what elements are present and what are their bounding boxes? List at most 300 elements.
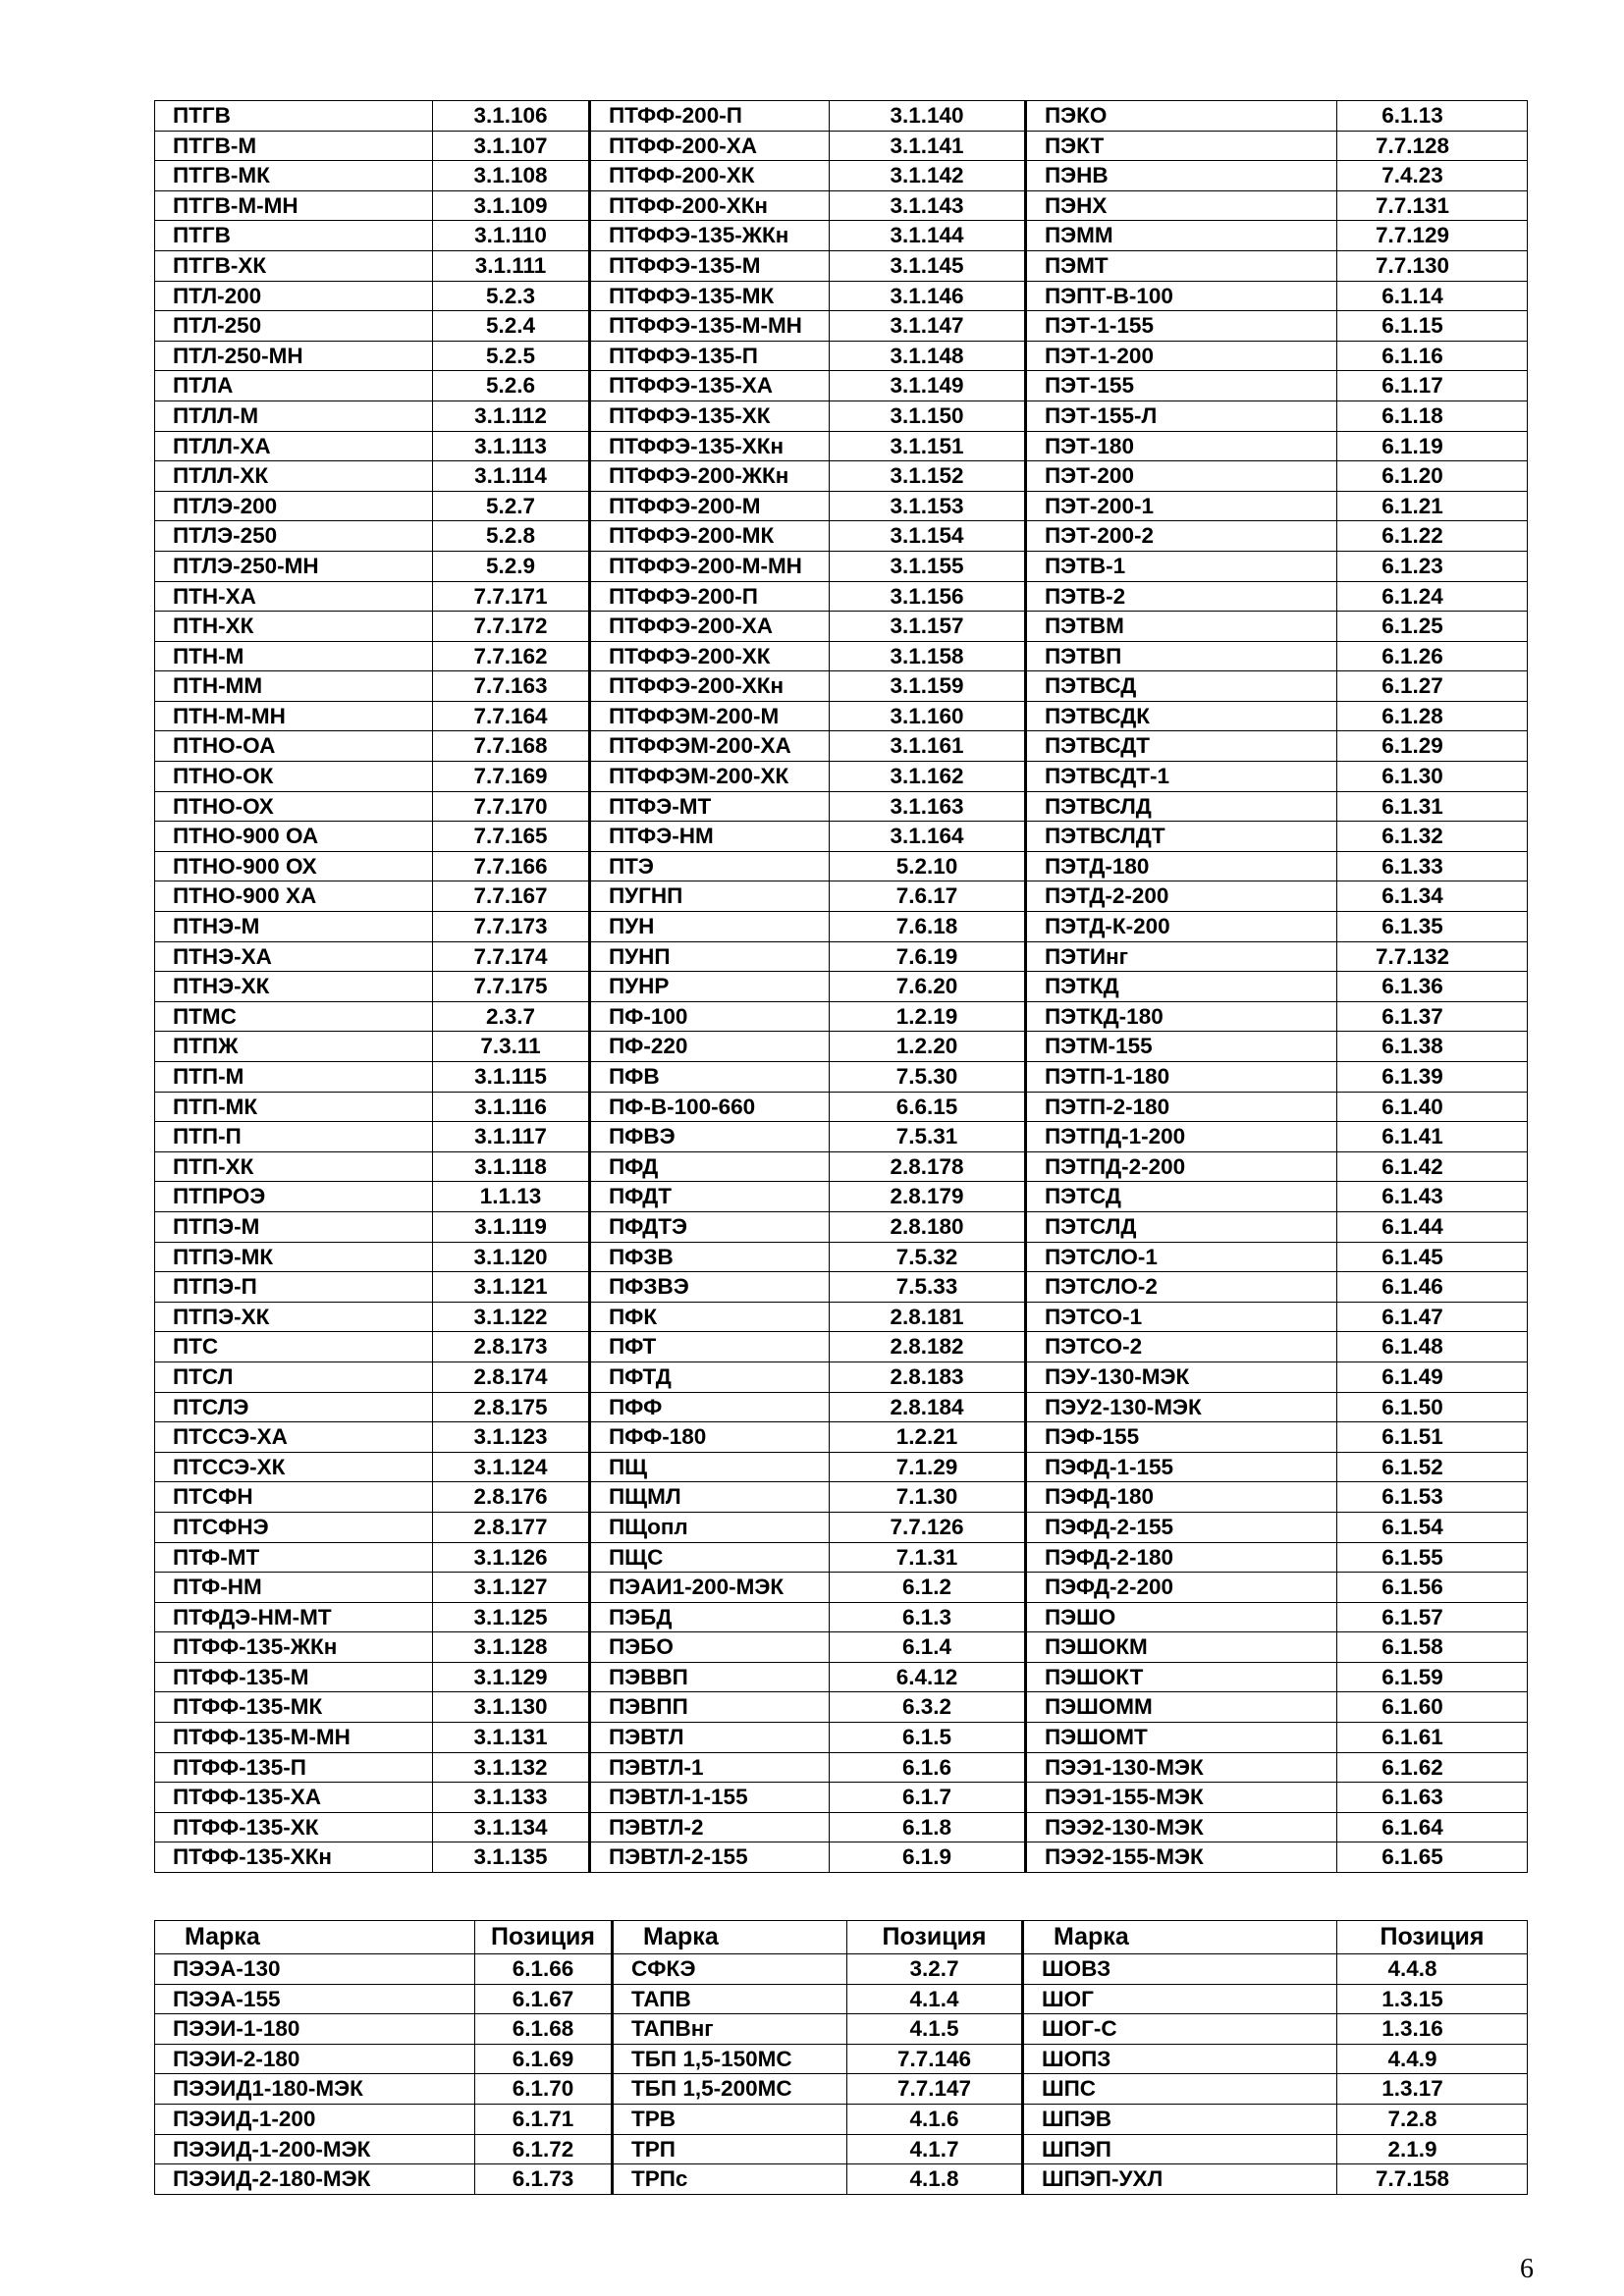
brand-cell: ПЭТКД <box>1026 972 1337 1002</box>
position-cell: 6.1.49 <box>1337 1362 1528 1392</box>
brand-cell: ПТН-М <box>155 641 433 671</box>
brand-cell: ПЭТСД <box>1026 1182 1337 1212</box>
position-cell: 5.2.8 <box>433 521 590 552</box>
table-row <box>155 491 1528 521</box>
position-cell: 7.1.29 <box>830 1452 1026 1482</box>
position-cell: 2.8.181 <box>830 1302 1026 1332</box>
brand-cell: ПЭЭИД-1-200 <box>155 2104 475 2134</box>
table-row <box>155 641 1528 671</box>
position-cell: 6.6.15 <box>830 1092 1026 1122</box>
brand-cell: ПФК <box>590 1302 830 1332</box>
brand-cell: ПТЛЭ-200 <box>155 491 433 521</box>
position-cell: 7.7.146 <box>847 2044 1023 2074</box>
brand-cell: ПТФ-МТ <box>155 1542 433 1573</box>
position-cell: 6.1.8 <box>830 1812 1026 1842</box>
position-cell: 6.1.21 <box>1337 491 1528 521</box>
position-cell: 6.1.62 <box>1337 1752 1528 1783</box>
position-cell: 2.3.7 <box>433 1001 590 1032</box>
brand-cell: ПЭШОКМ <box>1026 1632 1337 1663</box>
position-cell: 7.7.175 <box>433 972 590 1002</box>
table-row <box>155 551 1528 581</box>
position-cell: 3.1.116 <box>433 1092 590 1122</box>
table-row <box>155 972 1528 1002</box>
position-cell: 3.1.106 <box>433 101 590 132</box>
brand-cell: ПТФФЭ-200-ХА <box>590 612 830 642</box>
position-cell: 2.8.184 <box>830 1392 1026 1422</box>
brand-cell: ПЭВТЛ-1 <box>590 1752 830 1783</box>
brand-cell: ПТН-ММ <box>155 671 433 702</box>
brand-cell: ПФВ <box>590 1062 830 1093</box>
table-row <box>155 1062 1528 1093</box>
brand-cell: ПТФФЭМ-200-ХА <box>590 731 830 762</box>
brand-cell: ПТФ-НМ <box>155 1573 433 1603</box>
page-number: 6 <box>1520 2254 1534 2284</box>
brand-cell: ПЭММ <box>1026 221 1337 251</box>
position-cell: 6.1.41 <box>1337 1122 1528 1152</box>
table-row <box>155 881 1528 912</box>
position-cell: 1.1.13 <box>433 1182 590 1212</box>
position-cell: 6.1.29 <box>1337 731 1528 762</box>
position-cell: 6.1.20 <box>1337 461 1528 492</box>
brand-cell: ПЭТД-2-200 <box>1026 881 1337 912</box>
position-cell: 1.3.17 <box>1337 2074 1528 2105</box>
table-row <box>155 2014 1528 2045</box>
brand-cell: ПТФФЭ-135-М <box>590 250 830 281</box>
brand-cell: ПТНЭ-ХК <box>155 972 433 1002</box>
brand-cell: ПТП-М <box>155 1062 433 1093</box>
position-cell: 7.7.169 <box>433 762 590 792</box>
position-cell: 6.1.47 <box>1337 1302 1528 1332</box>
brand-cell: ПТП-ХК <box>155 1151 433 1182</box>
brand-cell: ПЭШОМТ <box>1026 1723 1337 1753</box>
brand-cell: ПТПРОЭ <box>155 1182 433 1212</box>
brand-cell: ПЭЭИД-2-180-МЭК <box>155 2164 475 2195</box>
brand-cell: ПТНЭ-ХА <box>155 941 433 972</box>
position-cell: 4.4.9 <box>1337 2044 1528 2074</box>
table-row <box>155 822 1528 852</box>
position-cell: 5.2.3 <box>433 281 590 311</box>
position-cell: 2.8.174 <box>433 1362 590 1392</box>
brand-cell: ПФЗВ <box>590 1242 830 1272</box>
position-cell: 7.7.128 <box>1337 131 1528 161</box>
table-row <box>155 1632 1528 1663</box>
brand-cell: ПТСЛ <box>155 1362 433 1392</box>
table-row <box>155 1512 1528 1542</box>
position-cell: 7.7.158 <box>1337 2164 1528 2195</box>
position-cell: 5.2.4 <box>433 311 590 342</box>
position-cell: 3.1.122 <box>433 1302 590 1332</box>
brand-cell: ПЩ <box>590 1452 830 1482</box>
brand-cell: ПТФФЭМ-200-М <box>590 701 830 731</box>
brand-cell: ПФ-В-100-660 <box>590 1092 830 1122</box>
brand-cell: СФКЭ <box>613 1954 847 1985</box>
brand-cell: ПЭЭА-130 <box>155 1954 475 1985</box>
brand-cell: ПТГВ-М <box>155 131 433 161</box>
position-cell: 3.1.161 <box>830 731 1026 762</box>
brand-cell: ПТФФЭ-135-ЖКн <box>590 221 830 251</box>
brand-cell: ПТФФ-200-П <box>590 101 830 132</box>
table-row <box>155 2044 1528 2074</box>
position-cell: 3.1.107 <box>433 131 590 161</box>
brand-cell: ПЭТВ-2 <box>1026 581 1337 612</box>
position-cell: 6.1.19 <box>1337 431 1528 461</box>
brand-cell: ПТЛ-250-МН <box>155 341 433 371</box>
brand-cell: ПЭВВП <box>590 1662 830 1692</box>
position-cell: 3.1.130 <box>433 1692 590 1723</box>
brand-cell: ПТНО-900 ОХ <box>155 851 433 881</box>
brand-cell: ПЩопл <box>590 1512 830 1542</box>
brand-cell: ПЭФД-180 <box>1026 1482 1337 1513</box>
position-cell: 7.6.17 <box>830 881 1026 912</box>
brand-cell: ПТПЭ-ХК <box>155 1302 433 1332</box>
position-cell: 6.1.44 <box>1337 1211 1528 1242</box>
position-cell: 1.3.16 <box>1337 2014 1528 2045</box>
table-row <box>155 161 1528 191</box>
position-cell: 3.1.123 <box>433 1422 590 1453</box>
position-cell: 3.1.147 <box>830 311 1026 342</box>
brand-cell: ШПЭП <box>1023 2134 1337 2164</box>
table-row <box>155 1332 1528 1362</box>
position-cell: 6.1.7 <box>830 1783 1026 1813</box>
position-cell: 3.1.153 <box>830 491 1026 521</box>
table-row <box>155 1092 1528 1122</box>
position-cell: 6.1.26 <box>1337 641 1528 671</box>
position-cell: 6.1.33 <box>1337 851 1528 881</box>
position-cell: 6.1.69 <box>475 2044 613 2074</box>
position-cell: 7.1.31 <box>830 1542 1026 1573</box>
table-row <box>155 2164 1528 2195</box>
brand-cell: ПТССЭ-ХА <box>155 1422 433 1453</box>
position-cell: 6.1.72 <box>475 2134 613 2164</box>
brand-cell: ШОПЗ <box>1023 2044 1337 2074</box>
brand-cell: ПТНО-900 ОА <box>155 822 433 852</box>
brand-cell: ПТГВ-М-МН <box>155 190 433 221</box>
brand-cell: ПТНО-ОА <box>155 731 433 762</box>
brand-cell: ПЭФ-155 <box>1026 1422 1337 1453</box>
brand-cell: ПЭВТЛ-2 <box>590 1812 830 1842</box>
position-cell: 6.1.32 <box>1337 822 1528 852</box>
table-row <box>155 1182 1528 1212</box>
table-row <box>155 221 1528 251</box>
table-row <box>155 1242 1528 1272</box>
table-row <box>155 341 1528 371</box>
brand-cell: ШПЭВ <box>1023 2104 1337 2134</box>
position-cell: 6.1.35 <box>1337 912 1528 942</box>
table-row <box>155 1452 1528 1482</box>
table-row <box>155 941 1528 972</box>
brand-cell: ПТФФЭ-200-МК <box>590 521 830 552</box>
brand-cell: ПЭКО <box>1026 101 1337 132</box>
brand-cell: ПТФФЭ-200-ХКн <box>590 671 830 702</box>
position-cell: 3.1.112 <box>433 400 590 431</box>
table-row <box>155 1302 1528 1332</box>
table-row <box>155 1752 1528 1783</box>
brand-cell: ПЭТСО-1 <box>1026 1302 1337 1332</box>
brand-cell: ПЭТПД-1-200 <box>1026 1122 1337 1152</box>
position-cell: 7.7.129 <box>1337 221 1528 251</box>
position-cell: 6.1.45 <box>1337 1242 1528 1272</box>
table-row <box>155 1783 1528 1813</box>
table-row <box>155 1723 1528 1753</box>
position-cell: 4.1.5 <box>847 2014 1023 2045</box>
table-row <box>155 1984 1528 2014</box>
secondary-index-table <box>154 1920 1528 2195</box>
brand-cell: ПЭТП-2-180 <box>1026 1092 1337 1122</box>
table-row <box>155 521 1528 552</box>
position-cell: 3.1.110 <box>433 221 590 251</box>
position-cell: 3.1.119 <box>433 1211 590 1242</box>
brand-cell: ПЭТСЛО-2 <box>1026 1272 1337 1303</box>
brand-cell: ПЭЭИД1-180-МЭК <box>155 2074 475 2105</box>
brand-cell: ПТФФ-135-МК <box>155 1692 433 1723</box>
brand-cell: ПТПЭ-П <box>155 1272 433 1303</box>
brand-cell: ТРП <box>613 2134 847 2164</box>
position-cell: 1.2.21 <box>830 1422 1026 1453</box>
position-cell: 7.7.170 <box>433 791 590 822</box>
position-cell: 6.1.3 <box>830 1602 1026 1632</box>
position-cell: 7.7.174 <box>433 941 590 972</box>
position-cell: 3.1.146 <box>830 281 1026 311</box>
col-header-position: Позиция <box>475 1921 613 1954</box>
table-row <box>155 581 1528 612</box>
brand-cell: ПУН <box>590 912 830 942</box>
brand-cell: ПТФФЭ-200-ЖКн <box>590 461 830 492</box>
brand-cell: ПЭТ-200 <box>1026 461 1337 492</box>
table-row <box>155 131 1528 161</box>
position-cell: 3.1.142 <box>830 161 1026 191</box>
table-row <box>155 1954 1528 1985</box>
position-cell: 6.1.58 <box>1337 1632 1528 1663</box>
table-row <box>155 400 1528 431</box>
brand-cell: ПТЛ-200 <box>155 281 433 311</box>
brand-cell: ПЭАИ1-200-МЭК <box>590 1573 830 1603</box>
brand-cell: ТРВ <box>613 2104 847 2134</box>
brand-cell: ШПЭП-УХЛ <box>1023 2164 1337 2195</box>
position-cell: 6.1.39 <box>1337 1062 1528 1093</box>
position-cell: 7.5.30 <box>830 1062 1026 1093</box>
table-row <box>155 2104 1528 2134</box>
brand-cell: ПУНП <box>590 941 830 972</box>
position-cell: 3.1.152 <box>830 461 1026 492</box>
position-cell: 2.8.178 <box>830 1151 1026 1182</box>
position-cell: 5.2.10 <box>830 851 1026 881</box>
position-cell: 6.1.22 <box>1337 521 1528 552</box>
col-header-marka: Марка <box>155 1921 475 1954</box>
position-cell: 6.1.14 <box>1337 281 1528 311</box>
position-cell: 2.8.183 <box>830 1362 1026 1392</box>
position-cell: 3.1.150 <box>830 400 1026 431</box>
brand-cell: ПЭБД <box>590 1602 830 1632</box>
brand-cell: ПФД <box>590 1151 830 1182</box>
position-cell: 6.1.66 <box>475 1954 613 1985</box>
table-row <box>155 1122 1528 1152</box>
table-row <box>155 1812 1528 1842</box>
brand-cell: ПЭТПД-2-200 <box>1026 1151 1337 1182</box>
position-cell: 3.1.144 <box>830 221 1026 251</box>
brand-cell: ПТФФЭ-135-МК <box>590 281 830 311</box>
brand-cell: ПТФФ-135-ХК <box>155 1812 433 1842</box>
brand-cell: ПЭТ-180 <box>1026 431 1337 461</box>
position-cell: 7.7.172 <box>433 612 590 642</box>
position-cell: 3.1.115 <box>433 1062 590 1093</box>
position-cell: 3.1.156 <box>830 581 1026 612</box>
brand-cell: ПФТ <box>590 1332 830 1362</box>
brand-cell: ПФЗВЭ <box>590 1272 830 1303</box>
position-cell: 1.3.15 <box>1337 1984 1528 2014</box>
brand-cell: ПУНР <box>590 972 830 1002</box>
brand-cell: ПЭШОММ <box>1026 1692 1337 1723</box>
brand-cell: ПТН-ХА <box>155 581 433 612</box>
brand-cell: ШПС <box>1023 2074 1337 2105</box>
brand-cell: ПЭТВСЛД <box>1026 791 1337 822</box>
position-cell: 3.1.132 <box>433 1752 590 1783</box>
table-row <box>155 2134 1528 2164</box>
position-cell: 2.8.175 <box>433 1392 590 1422</box>
position-cell: 6.1.48 <box>1337 1332 1528 1362</box>
brand-cell: ПТЛЛ-ХА <box>155 431 433 461</box>
position-cell: 6.1.64 <box>1337 1812 1528 1842</box>
table-row <box>155 1573 1528 1603</box>
position-cell: 3.1.145 <box>830 250 1026 281</box>
table-row <box>155 612 1528 642</box>
position-cell: 6.1.34 <box>1337 881 1528 912</box>
position-cell: 3.1.125 <box>433 1602 590 1632</box>
table-row <box>155 101 1528 132</box>
table-row <box>155 1151 1528 1182</box>
brand-cell: ПЭЭ1-130-МЭК <box>1026 1752 1337 1783</box>
position-cell: 3.1.109 <box>433 190 590 221</box>
position-cell: 7.7.173 <box>433 912 590 942</box>
position-cell: 3.1.120 <box>433 1242 590 1272</box>
brand-cell: ПЭТ-200-2 <box>1026 521 1337 552</box>
col-header-marka: Марка <box>613 1921 847 1954</box>
position-cell: 6.1.30 <box>1337 762 1528 792</box>
brand-cell: ПФ-220 <box>590 1032 830 1062</box>
brand-cell: ПЭТВП <box>1026 641 1337 671</box>
position-cell: 2.8.177 <box>433 1512 590 1542</box>
position-cell: 5.2.5 <box>433 341 590 371</box>
brand-cell: ПТФФЭМ-200-ХК <box>590 762 830 792</box>
position-cell: 7.7.132 <box>1337 941 1528 972</box>
position-cell: 2.8.176 <box>433 1482 590 1513</box>
position-cell: 7.7.131 <box>1337 190 1528 221</box>
table-row <box>155 461 1528 492</box>
brand-cell: ПЭФД-1-155 <box>1026 1452 1337 1482</box>
brand-cell: ПТФФЭ-135-ХК <box>590 400 830 431</box>
table-row <box>155 791 1528 822</box>
brand-cell: ПФДТЭ <box>590 1211 830 1242</box>
brand-cell: ПЭТМ-155 <box>1026 1032 1337 1062</box>
brand-cell: ПЭТД-180 <box>1026 851 1337 881</box>
brand-cell: ПТФФЭ-135-М-МН <box>590 311 830 342</box>
brand-cell: ТБП 1,5-150МС <box>613 2044 847 2074</box>
brand-cell: ПТГВ <box>155 221 433 251</box>
position-cell: 6.1.18 <box>1337 400 1528 431</box>
position-cell: 7.2.8 <box>1337 2104 1528 2134</box>
brand-cell: ПЭЭА-155 <box>155 1984 475 2014</box>
position-cell: 3.1.127 <box>433 1573 590 1603</box>
position-cell: 6.1.9 <box>830 1842 1026 1873</box>
position-cell: 2.8.179 <box>830 1182 1026 1212</box>
brand-cell: ПЭТВМ <box>1026 612 1337 642</box>
position-cell: 6.1.24 <box>1337 581 1528 612</box>
position-cell: 3.1.118 <box>433 1151 590 1182</box>
position-cell: 6.1.17 <box>1337 371 1528 401</box>
brand-cell: ПЭНХ <box>1026 190 1337 221</box>
brand-cell: ПЭВПП <box>590 1692 830 1723</box>
brand-cell: ПТПЭ-МК <box>155 1242 433 1272</box>
brand-cell: ПЩМЛ <box>590 1482 830 1513</box>
brand-cell: ПТФФЭ-200-М <box>590 491 830 521</box>
brand-cell: ПЭВТЛ-2-155 <box>590 1842 830 1873</box>
table-row <box>155 250 1528 281</box>
table-row <box>155 1422 1528 1453</box>
brand-cell: ПУГНП <box>590 881 830 912</box>
position-cell: 3.1.159 <box>830 671 1026 702</box>
position-cell: 7.7.126 <box>830 1512 1026 1542</box>
position-cell: 2.8.180 <box>830 1211 1026 1242</box>
position-cell: 4.1.6 <box>847 2104 1023 2134</box>
col-header-marka: Марка <box>1023 1921 1337 1954</box>
brand-cell: ПЭПТ-В-100 <box>1026 281 1337 311</box>
brand-cell: ПЭТВ-1 <box>1026 551 1337 581</box>
position-cell: 6.1.54 <box>1337 1512 1528 1542</box>
position-cell: 7.4.23 <box>1337 161 1528 191</box>
position-cell: 6.1.6 <box>830 1752 1026 1783</box>
brand-cell: ПЭТД-К-200 <box>1026 912 1337 942</box>
brand-cell: ПЭЭИД-1-200-МЭК <box>155 2134 475 2164</box>
table-row <box>155 671 1528 702</box>
table-row <box>155 1602 1528 1632</box>
brand-cell: ПЭКТ <box>1026 131 1337 161</box>
brand-cell: ПТФФ-200-ХКн <box>590 190 830 221</box>
header-row <box>155 1921 1528 1954</box>
position-cell: 3.1.131 <box>433 1723 590 1753</box>
position-cell: 7.7.163 <box>433 671 590 702</box>
brand-cell: ШОВЗ <box>1023 1954 1337 1985</box>
position-cell: 4.1.4 <box>847 1984 1023 2014</box>
brand-cell: ПЭФД-2-155 <box>1026 1512 1337 1542</box>
brand-cell: ПЭТСЛО-1 <box>1026 1242 1337 1272</box>
position-cell: 3.1.135 <box>433 1842 590 1873</box>
brand-cell: ПТЛЭ-250 <box>155 521 433 552</box>
brand-cell: ПТФФЭ-200-П <box>590 581 830 612</box>
position-cell: 6.3.2 <box>830 1692 1026 1723</box>
position-cell: 2.8.173 <box>433 1332 590 1362</box>
brand-cell: ПЭШОКТ <box>1026 1662 1337 1692</box>
brand-cell: ПТНО-ОК <box>155 762 433 792</box>
position-cell: 7.7.147 <box>847 2074 1023 2105</box>
brand-cell: ПФДТ <box>590 1182 830 1212</box>
brand-cell: ПФВЭ <box>590 1122 830 1152</box>
position-cell: 3.2.7 <box>847 1954 1023 1985</box>
brand-cell: ПЭТП-1-180 <box>1026 1062 1337 1093</box>
position-cell: 3.1.128 <box>433 1632 590 1663</box>
position-cell: 3.1.143 <box>830 190 1026 221</box>
position-cell: 7.6.19 <box>830 941 1026 972</box>
brand-cell: ПТСФНЭ <box>155 1512 433 1542</box>
brand-cell: ПТЛА <box>155 371 433 401</box>
brand-cell: ПТЛЛ-М <box>155 400 433 431</box>
brand-cell: ПЭТ-200-1 <box>1026 491 1337 521</box>
brand-cell: ПТГВ-ХК <box>155 250 433 281</box>
brand-cell: ПЭЭИ-1-180 <box>155 2014 475 2045</box>
table-row <box>155 1662 1528 1692</box>
brand-cell: ПЭВТЛ <box>590 1723 830 1753</box>
position-cell: 6.1.5 <box>830 1723 1026 1753</box>
position-cell: 3.1.121 <box>433 1272 590 1303</box>
brand-cell: ПТНЭ-М <box>155 912 433 942</box>
